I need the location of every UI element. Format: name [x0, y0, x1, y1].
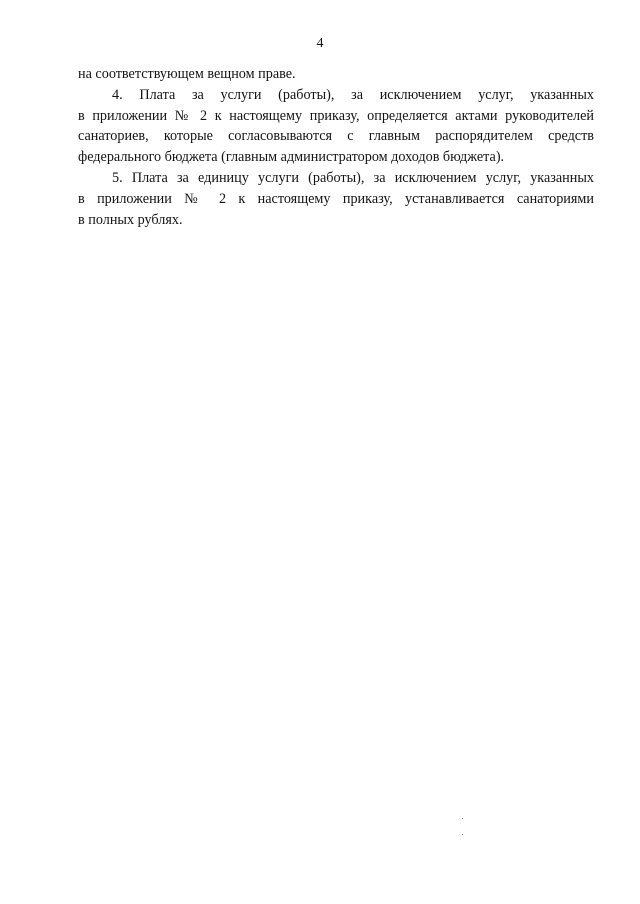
text-line: 4. Плата за услуги (работы), за исключением услуг, указанных [112, 86, 594, 103]
text-line: в полных рублях. [78, 211, 183, 228]
document-body [78, 64, 594, 230]
text-line: федерального бюджета (главным администратором доходов бюджета). [78, 149, 505, 166]
text-line: санаториев, которые согласовываются с главным распорядителем средств [78, 128, 594, 145]
paragraph-item-5 [78, 168, 594, 230]
paragraph-continuation [78, 64, 594, 85]
text-line: 5. Плата за единицу услуги (работы), за исключением услуг, указанных [112, 169, 594, 186]
text-line: в приложении № 2 к настоящему приказу, устанавливается санаториями [78, 190, 594, 207]
scan-speck [462, 818, 463, 819]
scan-speck [462, 834, 463, 835]
text-line: на соответствующем вещном праве. [78, 66, 296, 82]
page-number: 4 [316, 36, 324, 51]
text-line: в приложении № 2 к настоящему приказу, определяется актами руководителей [78, 107, 594, 124]
paragraph-item-4 [78, 85, 594, 168]
